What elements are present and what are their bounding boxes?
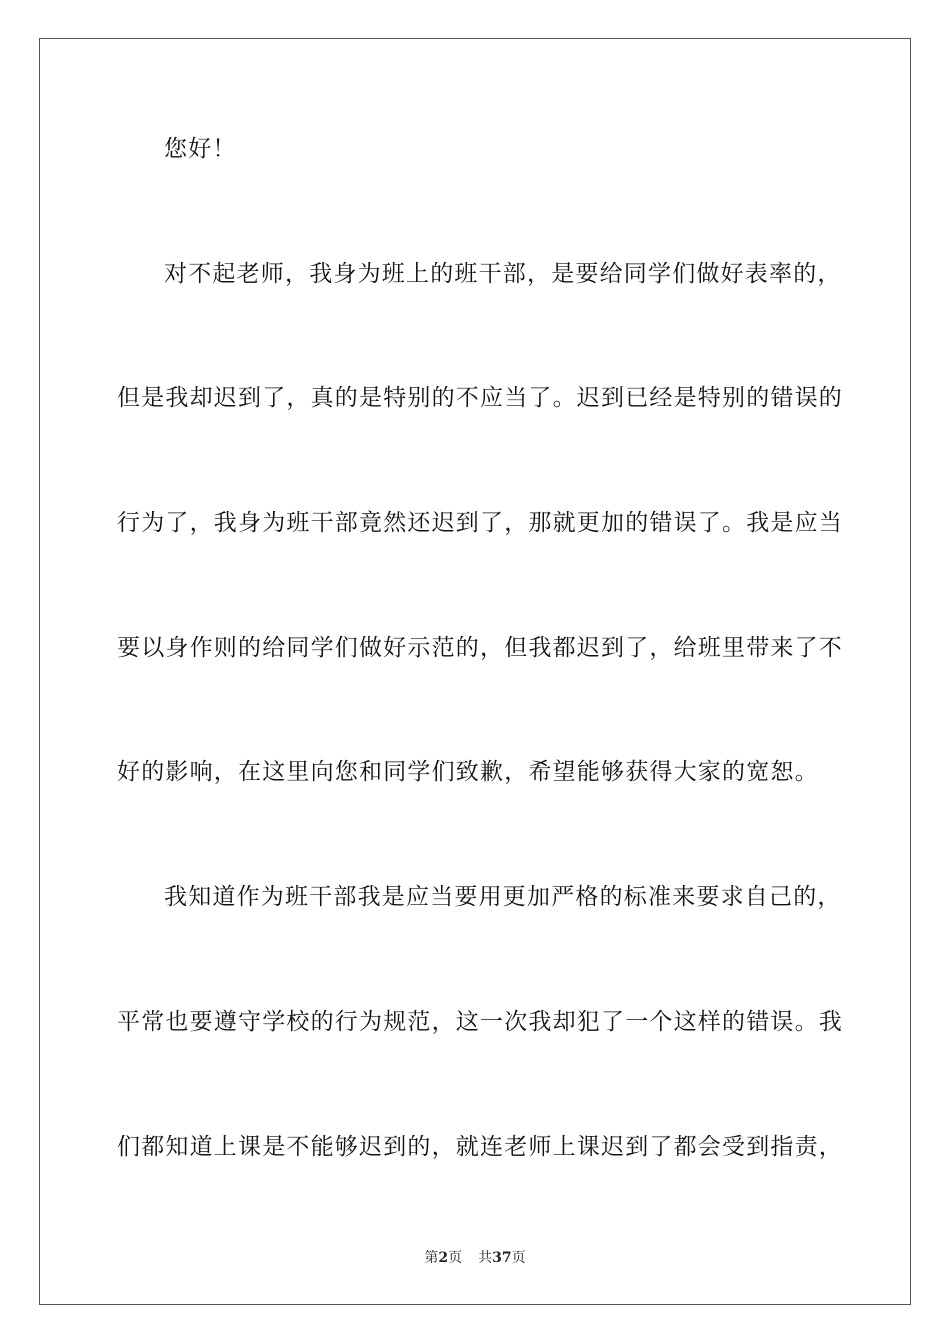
page-suffix: 页 (448, 1250, 463, 1266)
paragraph-1-line-2: 但是我却迟到了，真的是特别的不应当了。迟到已经是特别的错误的 (117, 385, 843, 411)
page-prefix: 第 (424, 1250, 439, 1266)
total-pages-indicator (478, 1247, 525, 1267)
page-border (39, 38, 911, 1305)
paragraph-2-line-2: 平常也要遵守学校的行为规范，这一次我却犯了一个这样的错误。我 (117, 1009, 843, 1035)
total-prefix: 共 (478, 1250, 493, 1266)
paragraph-2-line-3: 们都知道上课是不能够迟到的，就连老师上课迟到了都会受到指责， (117, 1134, 843, 1160)
total-suffix: 页 (511, 1250, 526, 1266)
paragraph-1-line-1: 对不起老师，我身为班上的班干部，是要给同学们做好表率的， (164, 261, 842, 287)
page-footer (0, 1247, 950, 1267)
page-number: 2 (438, 1250, 449, 1266)
paragraph-1-line-3: 行为了，我身为班干部竟然还迟到了，那就更加的错误了。我是应当 (117, 510, 843, 536)
paragraph-1-line-5: 好的影响，在这里向您和同学们致歉，希望能够获得大家的宽恕。 (117, 759, 819, 785)
total-pages-number: 37 (492, 1250, 512, 1266)
page-indicator (424, 1247, 462, 1267)
paragraph-2-line-1: 我知道作为班干部我是应当要用更加严格的标准来要求自己的， (164, 884, 842, 910)
paragraph-1-line-4: 要以身作则的给同学们做好示范的，但我都迟到了，给班里带来了不 (117, 635, 843, 661)
greeting-line: 您好！ (164, 136, 237, 162)
